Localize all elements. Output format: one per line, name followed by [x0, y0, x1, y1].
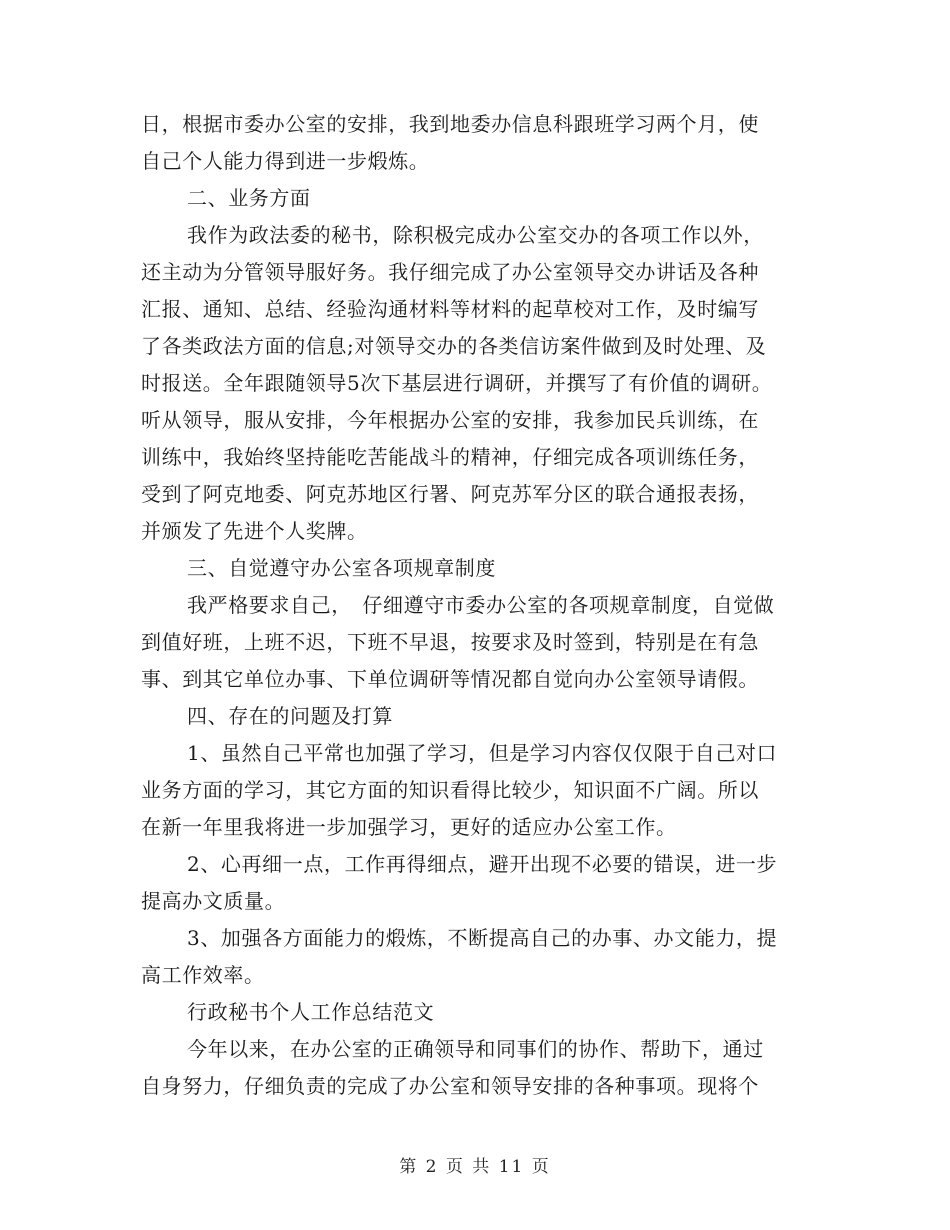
text-line: 业务方面的学习，其它方面的知识看得比较少，知识面不广阔。所以 — [141, 778, 759, 802]
text-line: 高工作效率。 — [141, 963, 265, 987]
page-footer: 第 2 页 共 11 页 — [399, 1157, 551, 1177]
text-line: 事、到其它单位办事、下单位调研等情况都自觉向办公室领导请假。 — [141, 667, 759, 691]
text-line: 听从领导，服从安排，今年根据办公室的安排，我参加民兵训练，在 — [141, 408, 759, 432]
text-line: 3、加强各方面能力的煅炼，不断提高自己的办事、办文能力，提 — [187, 926, 778, 950]
text-line: 在新一年里我将进一步加强学习，更好的适应办公室工作。 — [141, 815, 677, 839]
document-body — [141, 106, 821, 1105]
text-line: 并颁发了先进个人奖牌。 — [141, 519, 368, 543]
text-line: 四、存在的问题及打算 — [187, 704, 393, 728]
text-line: 提高办文质量。 — [141, 889, 286, 913]
text-line: 1、虽然自己平常也加强了学习，但是学习内容仅仅限于自己对口 — [187, 741, 778, 765]
text-line: 了各类政法方面的信息;对领导交办的各类信访案件做到及时处理、及 — [141, 334, 767, 358]
text-line: 日，根据市委办公室的安排，我到地委办信息科跟班学习两个月，使 — [141, 112, 759, 136]
text-line: 时报送。全年跟随领导5次下基层进行调研，并撰写了有价值的调研。 — [141, 371, 773, 395]
text-line: 行政秘书个人工作总结范文 — [187, 1000, 435, 1024]
text-line: 我作为政法委的秘书，除积极完成办公室交办的各项工作以外， — [187, 223, 764, 247]
text-line: 二、业务方面 — [187, 186, 311, 210]
text-line: 今年以来，在办公室的正确领导和同事们的协作、帮助下，通过 — [187, 1037, 764, 1061]
text-line: 到值好班，上班不迟，下班不早退，按要求及时签到，特别是在有急 — [141, 630, 759, 654]
text-line: 我严格要求自己， 仔细遵守市委办公室的各项规章制度，自觉做 — [187, 593, 775, 617]
text-line: 自己个人能力得到进一步煅炼。 — [141, 149, 430, 173]
text-line: 还主动为分管领导服好务。我仔细完成了办公室领导交办讲话及各种 — [141, 260, 759, 284]
text-line: 受到了阿克地委、阿克苏地区行署、阿克苏军分区的联合通报表扬， — [141, 482, 759, 506]
text-line: 训练中，我始终坚持能吃苦能战斗的精神，仔细完成各项训练任务， — [141, 445, 759, 469]
text-line: 汇报、通知、总结、经验沟通材料等材料的起草校对工作，及时编写 — [141, 297, 759, 321]
text-line: 三、自觉遵守办公室各项规章制度 — [187, 556, 496, 580]
text-line: 2、心再细一点，工作再得细点，避开出现不必要的错误，进一步 — [187, 852, 778, 876]
text-line: 自身努力，仔细负责的完成了办公室和领导安排的各种事项。现将个 — [141, 1074, 759, 1098]
